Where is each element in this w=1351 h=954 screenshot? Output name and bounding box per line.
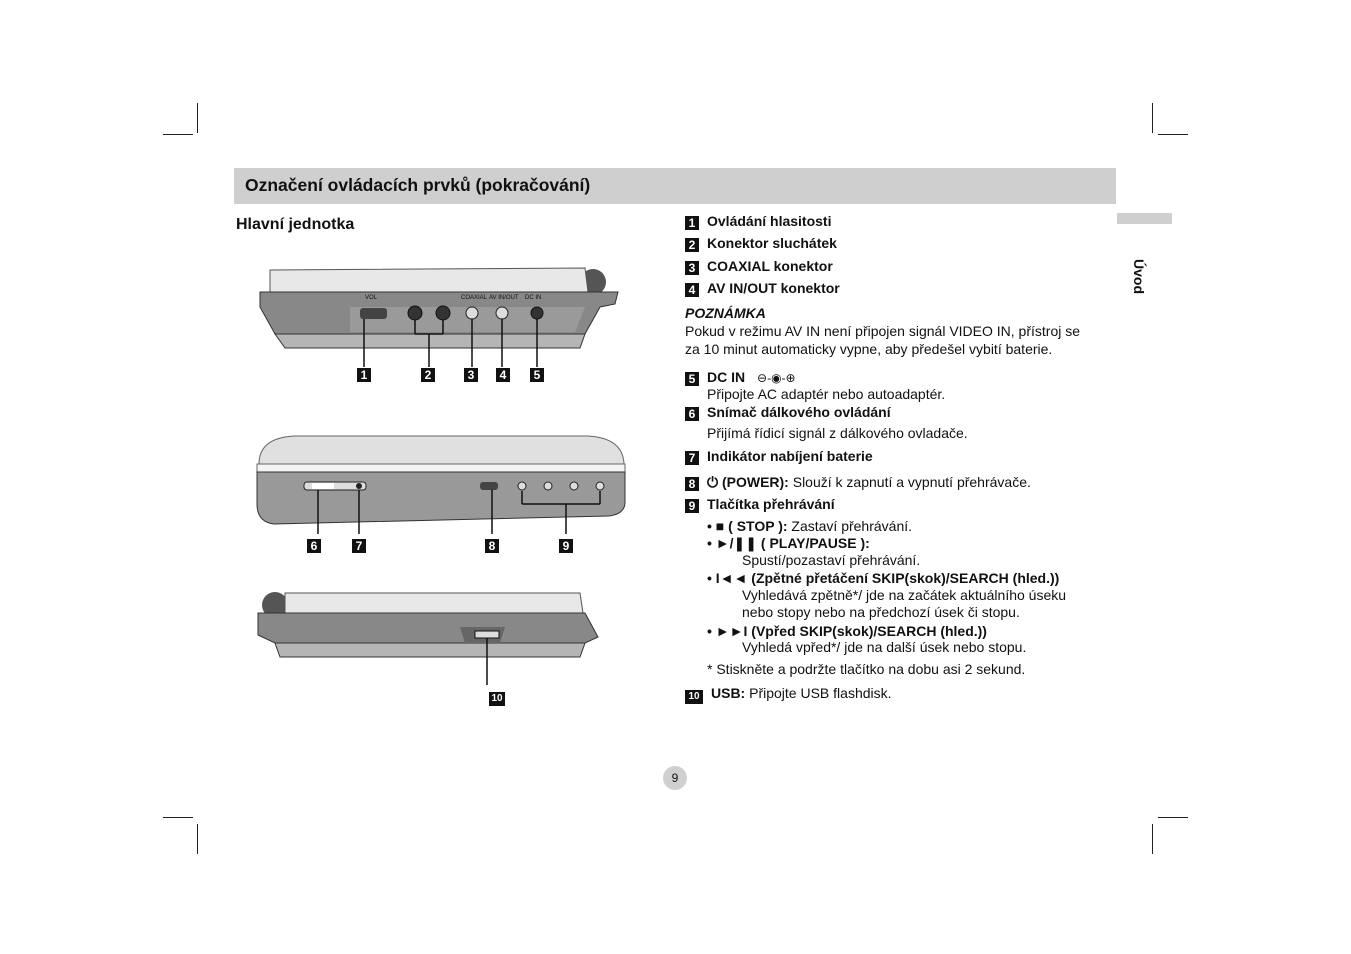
- side-tab-label: Úvod: [1131, 259, 1147, 294]
- device-side-view-2: [255, 585, 601, 695]
- item-label: DC IN: [707, 369, 746, 385]
- bullet-desc: nebo stopy nebo na předchozí úsek či stopu.: [742, 604, 1020, 620]
- callout-3: 3: [464, 368, 478, 382]
- item-number: 1: [685, 216, 699, 230]
- vol-label: VOL: [365, 295, 378, 301]
- device-front-view: [254, 434, 628, 534]
- item-label: Ovládání hlasitosti: [707, 213, 832, 229]
- list-item: [685, 258, 833, 275]
- callout-4: 4: [496, 368, 510, 382]
- dcin-label: DC IN: [525, 295, 542, 301]
- item-number: 2: [685, 238, 699, 252]
- item-number: 3: [685, 261, 699, 275]
- callout-10: 10: [489, 692, 505, 706]
- section-header: [234, 168, 1116, 204]
- bullet-desc: Zastaví přehrávání.: [791, 518, 913, 534]
- item-label: COAXIAL konektor: [707, 258, 833, 274]
- bullet-item: [707, 623, 987, 639]
- item-description: Přijímá řídicí signál z dálkového ovladače.: [707, 425, 968, 441]
- avinout-label: AV IN/OUT: [489, 295, 519, 301]
- bullet-item: [707, 518, 912, 534]
- bullet-label: • ►►I (Vpřed SKIP(skok)/SEARCH (hled.)): [707, 623, 987, 639]
- note-text: za 10 minut automaticky vypne, aby předešel vybití baterie.: [685, 341, 1053, 357]
- callout-5: 5: [530, 368, 544, 382]
- item-number: 5: [685, 372, 699, 386]
- list-item: [685, 235, 837, 252]
- list-item: [685, 448, 873, 465]
- crop-mark: [1158, 817, 1188, 818]
- callout-1: 1: [357, 368, 371, 382]
- bullet-desc: Vyhledá vpřed*/ jde na další úsek nebo stopu.: [742, 639, 1027, 655]
- item-label: AV IN/OUT konektor: [707, 280, 840, 296]
- crop-mark: [1152, 103, 1153, 133]
- crop-mark: [197, 103, 198, 133]
- crop-mark: [1158, 134, 1188, 135]
- item-description: Připojte AC adaptér nebo autoadaptér.: [707, 386, 946, 402]
- item-label: Tlačítka přehrávání: [707, 496, 835, 512]
- crop-mark: [163, 134, 193, 135]
- list-item: [685, 404, 891, 421]
- crop-mark: [163, 817, 193, 818]
- dc-polarity-icon: ⊖-◉-⊕: [757, 371, 796, 385]
- item-number: 9: [685, 499, 699, 513]
- callout-6: 6: [307, 539, 321, 553]
- bullet-label: • ►/❚❚ ( PLAY/PAUSE ):: [707, 535, 870, 551]
- page-title: Označení ovládacích prvků (pokračování): [245, 175, 591, 195]
- callout-7: 7: [352, 539, 366, 553]
- footnote: * Stiskněte a podržte tlačítko na dobu asi 2 sekund.: [707, 661, 1026, 677]
- device-side-view-1: [255, 262, 625, 387]
- note-text: Pokud v režimu AV IN není připojen signál VIDEO IN, přístroj se: [685, 323, 1081, 339]
- bullet-label: • I◄◄ (Zpětné přetáčení SKIP(skok)/SEARCH (hled.)): [707, 570, 1060, 586]
- bullet-item: [707, 535, 870, 552]
- page-number: 9: [663, 766, 687, 790]
- item-label: Konektor sluchátek: [707, 235, 837, 251]
- bullet-label: • ■ ( STOP ):: [707, 518, 788, 534]
- item-number: 6: [685, 407, 699, 421]
- item-label: USB:: [711, 685, 746, 701]
- list-item: [685, 496, 835, 513]
- list-item: [685, 685, 892, 704]
- item-number: 8: [685, 477, 699, 491]
- item-number: 4: [685, 283, 699, 297]
- list-item: [685, 280, 840, 297]
- item-description: Připojte USB flashdisk.: [749, 685, 892, 701]
- callout-2: 2: [421, 368, 435, 382]
- callout-8: 8: [485, 539, 499, 553]
- crop-mark: [197, 824, 198, 854]
- item-number: 10: [685, 690, 703, 704]
- item-description: Slouží k zapnutí a vypnutí přehrávače.: [792, 474, 1031, 490]
- bullet-desc: Spustí/pozastaví přehrávání.: [742, 552, 921, 568]
- item-label: ⏻ (POWER):: [707, 474, 789, 490]
- side-tab-marker: [1117, 213, 1172, 224]
- item-label: Snímač dálkového ovládání: [707, 404, 891, 420]
- item-label: Indikátor nabíjení baterie: [707, 448, 873, 464]
- section-subtitle: Hlavní jednotka: [236, 216, 355, 233]
- list-item: [685, 474, 1031, 491]
- coaxial-label: COAXIAL: [461, 295, 488, 301]
- note-label: POZNÁMKA: [685, 305, 766, 321]
- bullet-desc: Vyhledává zpětně*/ jde na začátek aktuálního úseku: [742, 587, 1067, 603]
- callout-9: 9: [559, 539, 573, 553]
- list-item: [685, 213, 831, 230]
- crop-mark: [1152, 824, 1153, 854]
- bullet-item: [707, 570, 1059, 586]
- list-item: [685, 369, 796, 386]
- item-number: 7: [685, 451, 699, 465]
